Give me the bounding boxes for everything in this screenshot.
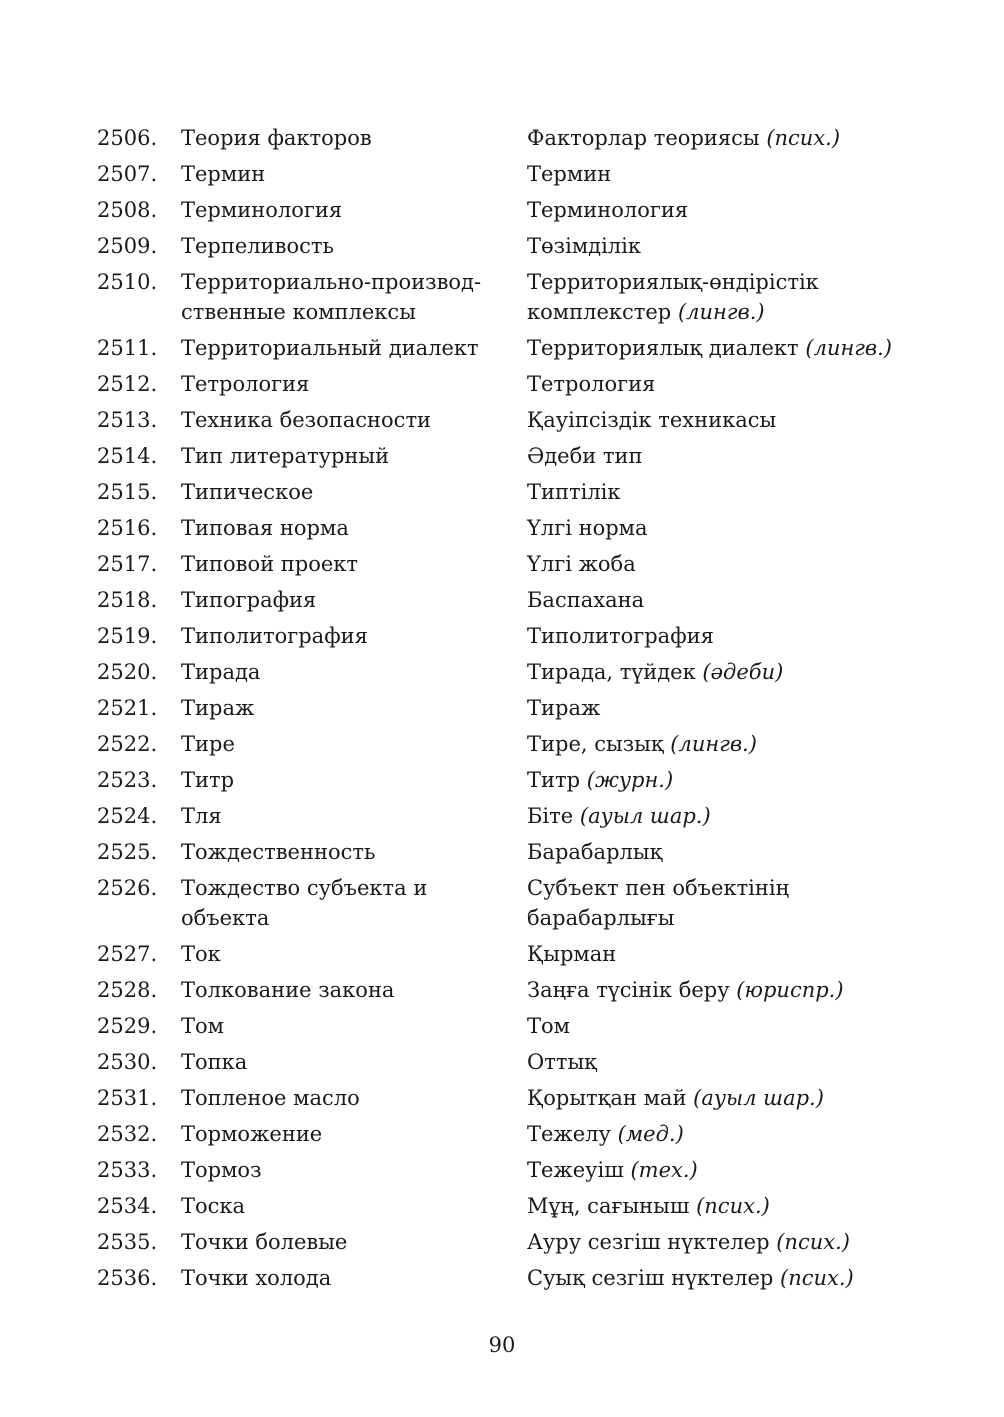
russian-term bbox=[181, 1263, 511, 1293]
kazakh-term-line bbox=[527, 693, 967, 723]
kazakh-term-text: Факторлар теориясы bbox=[527, 126, 760, 150]
russian-term bbox=[181, 1119, 511, 1149]
kazakh-term bbox=[527, 621, 967, 651]
russian-term-line: Ток bbox=[181, 942, 221, 966]
kazakh-term-text: Біте bbox=[527, 804, 574, 828]
kazakh-term-text: Төзімділік bbox=[527, 234, 641, 258]
entry-number: 2512. bbox=[97, 372, 158, 396]
russian-term-line: Территориально-производ- bbox=[181, 270, 482, 294]
kazakh-term-line bbox=[527, 369, 967, 399]
entry-number: 2533. bbox=[97, 1158, 158, 1182]
russian-term-line: Тождественность bbox=[181, 840, 376, 864]
entry-number: 2527. bbox=[97, 942, 158, 966]
kazakh-term bbox=[527, 333, 967, 363]
russian-term-line: Типография bbox=[181, 588, 317, 612]
russian-term-line: Теория факторов bbox=[181, 126, 372, 150]
russian-term-line: Тля bbox=[181, 804, 222, 828]
entry-number: 2526. bbox=[97, 876, 158, 900]
kazakh-term-line bbox=[527, 231, 967, 261]
russian-term-line: Том bbox=[181, 1014, 224, 1038]
kazakh-term bbox=[527, 159, 967, 189]
kazakh-term-text: Оттық bbox=[527, 1050, 597, 1074]
kazakh-term bbox=[527, 1227, 967, 1257]
kazakh-term bbox=[527, 585, 967, 615]
russian-term-line: Термин bbox=[181, 162, 266, 186]
field-note: (псих.) bbox=[696, 1194, 770, 1218]
kazakh-term bbox=[527, 513, 967, 543]
entry-number: 2529. bbox=[97, 1014, 158, 1038]
field-note: (мед.) bbox=[617, 1122, 684, 1146]
kazakh-term-text: Субъект пен объектінің bbox=[527, 876, 790, 900]
field-note: (псих.) bbox=[776, 1230, 850, 1254]
field-note: (журн.) bbox=[586, 768, 674, 792]
kazakh-term-text: Үлгі норма bbox=[527, 516, 648, 540]
kazakh-term-text: Заңға түсінік беру bbox=[527, 978, 730, 1002]
entry-number: 2536. bbox=[97, 1266, 158, 1290]
entry-number: 2530. bbox=[97, 1050, 158, 1074]
russian-term-line: Тетрология bbox=[181, 372, 310, 396]
russian-term-line: Типовая норма bbox=[181, 516, 349, 540]
russian-term-line: Толкование закона bbox=[181, 978, 395, 1002]
kazakh-term-text: Тежелу bbox=[527, 1122, 611, 1146]
kazakh-term-line bbox=[527, 297, 967, 327]
kazakh-term bbox=[527, 1191, 967, 1221]
kazakh-term bbox=[527, 657, 967, 687]
russian-term-line: Топленое масло bbox=[181, 1086, 360, 1110]
entry-number: 2506. bbox=[97, 126, 158, 150]
russian-term-line: Тормоз bbox=[181, 1158, 262, 1182]
russian-term-line: Точки болевые bbox=[181, 1230, 348, 1254]
russian-term-line: объекта bbox=[181, 906, 270, 930]
russian-term-line: Типическое bbox=[181, 480, 314, 504]
kazakh-term-line bbox=[527, 873, 967, 903]
entry-number: 2531. bbox=[97, 1086, 158, 1110]
field-note: (псих.) bbox=[780, 1266, 854, 1290]
russian-term-line: Тоска bbox=[181, 1194, 246, 1218]
kazakh-term bbox=[527, 123, 967, 153]
kazakh-term-line bbox=[527, 195, 967, 225]
kazakh-term bbox=[527, 729, 967, 759]
russian-term-line: Территориальный диалект bbox=[181, 336, 479, 360]
field-note: (юриспр.) bbox=[736, 978, 844, 1002]
kazakh-term bbox=[527, 1083, 967, 1113]
kazakh-term-line bbox=[527, 267, 967, 297]
kazakh-term-text: Қорытқан май bbox=[527, 1086, 687, 1110]
russian-term bbox=[181, 231, 511, 261]
russian-term bbox=[181, 369, 511, 399]
kazakh-term-line bbox=[527, 975, 967, 1005]
russian-term bbox=[181, 549, 511, 579]
kazakh-term bbox=[527, 549, 967, 579]
kazakh-term bbox=[527, 369, 967, 399]
kazakh-term-line bbox=[527, 513, 967, 543]
field-note: (ауыл шар.) bbox=[579, 804, 711, 828]
russian-term bbox=[181, 585, 511, 615]
kazakh-term-text: Баспахана bbox=[527, 588, 645, 612]
kazakh-term bbox=[527, 765, 967, 795]
kazakh-term-line bbox=[527, 729, 967, 759]
kazakh-term bbox=[527, 405, 967, 435]
kazakh-term-line bbox=[527, 159, 967, 189]
field-note: (псих.) bbox=[766, 126, 841, 150]
russian-term bbox=[181, 441, 511, 471]
kazakh-term-text: Әдеби тип bbox=[527, 444, 643, 468]
kazakh-term-text: Тетрология bbox=[527, 372, 656, 396]
russian-term-line: Топка bbox=[181, 1050, 248, 1074]
russian-term bbox=[181, 1191, 511, 1221]
kazakh-term bbox=[527, 477, 967, 507]
entry-number: 2532. bbox=[97, 1122, 158, 1146]
russian-term bbox=[181, 939, 511, 969]
kazakh-term-line bbox=[527, 549, 967, 579]
kazakh-term bbox=[527, 1119, 967, 1149]
kazakh-term-line bbox=[527, 441, 967, 471]
entry-number: 2523. bbox=[97, 768, 158, 792]
entry-number: 2528. bbox=[97, 978, 158, 1002]
entry-number: 2507. bbox=[97, 162, 158, 186]
kazakh-term bbox=[527, 1263, 967, 1293]
kazakh-term-text: Терминология bbox=[527, 198, 689, 222]
russian-term bbox=[181, 405, 511, 435]
russian-term bbox=[181, 621, 511, 651]
russian-term bbox=[181, 1047, 511, 1077]
kazakh-term-line bbox=[527, 123, 967, 153]
russian-term-line: Терпеливость bbox=[181, 234, 334, 258]
kazakh-term-text: Суық сезгіш нүктелер bbox=[527, 1266, 774, 1290]
kazakh-term-text: Типтілік bbox=[527, 480, 621, 504]
russian-term bbox=[181, 765, 511, 795]
russian-term bbox=[181, 1155, 511, 1185]
russian-term-line: Тип литературный bbox=[181, 444, 390, 468]
entry-number: 2519. bbox=[97, 624, 158, 648]
kazakh-term-line bbox=[527, 837, 967, 867]
kazakh-term-line bbox=[527, 1155, 967, 1185]
kazakh-term-line bbox=[527, 903, 967, 933]
kazakh-term-text: Мұң, сағыныш bbox=[527, 1194, 690, 1218]
russian-term bbox=[181, 123, 511, 153]
russian-term bbox=[181, 657, 511, 687]
kazakh-term-text: Қауіпсіздік техникасы bbox=[527, 408, 777, 432]
field-note: (тех.) bbox=[630, 1158, 698, 1182]
kazakh-term-text: Титр bbox=[527, 768, 581, 792]
entry-number: 2535. bbox=[97, 1230, 158, 1254]
kazakh-term bbox=[527, 975, 967, 1005]
kazakh-term-text: Үлгі жоба bbox=[527, 552, 636, 576]
kazakh-term-text: Қырман bbox=[527, 942, 617, 966]
kazakh-term bbox=[527, 837, 967, 867]
field-note: (ауыл шар.) bbox=[693, 1086, 824, 1110]
kazakh-term-text: Ауру сезгіш нүктелер bbox=[527, 1230, 770, 1254]
kazakh-term bbox=[527, 195, 967, 225]
kazakh-term-line bbox=[527, 1227, 967, 1257]
kazakh-term-line bbox=[527, 1011, 967, 1041]
kazakh-term-line bbox=[527, 1191, 967, 1221]
kazakh-term-text: комплекстер bbox=[527, 300, 672, 324]
entry-number: 2520. bbox=[97, 660, 158, 684]
russian-term-line: Тождество субъекта и bbox=[181, 876, 428, 900]
russian-term bbox=[181, 837, 511, 867]
russian-term bbox=[181, 1011, 511, 1041]
entry-number: 2515. bbox=[97, 480, 158, 504]
kazakh-term bbox=[527, 267, 967, 327]
kazakh-term-line bbox=[527, 1119, 967, 1149]
russian-term bbox=[181, 729, 511, 759]
entry-number: 2518. bbox=[97, 588, 158, 612]
kazakh-term-line bbox=[527, 801, 967, 831]
russian-term bbox=[181, 159, 511, 189]
page-number: 90 bbox=[488, 1333, 516, 1357]
entry-number: 2525. bbox=[97, 840, 158, 864]
entry-number: 2513. bbox=[97, 408, 158, 432]
entry-number: 2534. bbox=[97, 1194, 158, 1218]
entry-number: 2511. bbox=[97, 336, 158, 360]
kazakh-term-line bbox=[527, 333, 967, 363]
kazakh-term-text: Тираж bbox=[527, 696, 601, 720]
field-note: (әдеби) bbox=[702, 660, 784, 684]
entry-number: 2508. bbox=[97, 198, 158, 222]
russian-term bbox=[181, 513, 511, 543]
russian-term-line: Тирада bbox=[181, 660, 261, 684]
kazakh-term-line bbox=[527, 621, 967, 651]
kazakh-term-text: Типолитография bbox=[527, 624, 714, 648]
entry-number: 2514. bbox=[97, 444, 158, 468]
entry-number: 2517. bbox=[97, 552, 158, 576]
kazakh-term-line bbox=[527, 477, 967, 507]
kazakh-term-text: Территориялық диалект bbox=[527, 336, 799, 360]
kazakh-term-line bbox=[527, 657, 967, 687]
russian-term bbox=[181, 873, 511, 933]
entry-number: 2522. bbox=[97, 732, 158, 756]
russian-term-line: Терминология bbox=[181, 198, 343, 222]
russian-term-line: Тире bbox=[181, 732, 235, 756]
kazakh-term bbox=[527, 441, 967, 471]
entry-number: 2510. bbox=[97, 270, 158, 294]
russian-term-line: Типолитография bbox=[181, 624, 368, 648]
russian-term bbox=[181, 1083, 511, 1113]
kazakh-term bbox=[527, 873, 967, 933]
russian-term bbox=[181, 195, 511, 225]
kazakh-term-text: Тежеуіш bbox=[527, 1158, 624, 1182]
kazakh-term-text: Том bbox=[527, 1014, 570, 1038]
kazakh-term bbox=[527, 693, 967, 723]
kazakh-term-text: Тире, сызық bbox=[527, 732, 664, 756]
kazakh-term-line bbox=[527, 585, 967, 615]
russian-term-line: Торможение bbox=[181, 1122, 323, 1146]
kazakh-term-line bbox=[527, 1083, 967, 1113]
kazakh-term-text: Территориялық-өндірістік bbox=[527, 270, 819, 294]
russian-term bbox=[181, 801, 511, 831]
entry-number: 2524. bbox=[97, 804, 158, 828]
russian-term bbox=[181, 975, 511, 1005]
russian-term bbox=[181, 1227, 511, 1257]
kazakh-term-text: барабарлығы bbox=[527, 906, 675, 930]
russian-term-line: Техника безопасности bbox=[181, 408, 432, 432]
kazakh-term-line bbox=[527, 1047, 967, 1077]
russian-term bbox=[181, 477, 511, 507]
kazakh-term-text: Термин bbox=[527, 162, 612, 186]
kazakh-term-text: Тирада, түйдек bbox=[527, 660, 696, 684]
kazakh-term-line bbox=[527, 405, 967, 435]
field-note: (лингв.) bbox=[677, 300, 765, 324]
field-note: (лингв.) bbox=[670, 732, 757, 756]
kazakh-term bbox=[527, 1155, 967, 1185]
kazakh-term bbox=[527, 231, 967, 261]
kazakh-term-line bbox=[527, 765, 967, 795]
russian-term-line: Точки холода bbox=[181, 1266, 332, 1290]
kazakh-term bbox=[527, 801, 967, 831]
russian-term bbox=[181, 267, 511, 327]
entry-number: 2509. bbox=[97, 234, 158, 258]
russian-term-line: Типовой проект bbox=[181, 552, 359, 576]
kazakh-term bbox=[527, 1011, 967, 1041]
russian-term bbox=[181, 333, 511, 363]
field-note: (лингв.) bbox=[805, 336, 892, 360]
kazakh-term-line bbox=[527, 1263, 967, 1293]
entry-number: 2521. bbox=[97, 696, 158, 720]
russian-term bbox=[181, 693, 511, 723]
kazakh-term bbox=[527, 1047, 967, 1077]
entry-number: 2516. bbox=[97, 516, 158, 540]
kazakh-term-line bbox=[527, 939, 967, 969]
kazakh-term-text: Барабарлық bbox=[527, 840, 663, 864]
russian-term-line: Тираж bbox=[181, 696, 255, 720]
russian-term-line: Титр bbox=[181, 768, 235, 792]
kazakh-term bbox=[527, 939, 967, 969]
russian-term-line: ственные комплексы bbox=[181, 300, 416, 324]
